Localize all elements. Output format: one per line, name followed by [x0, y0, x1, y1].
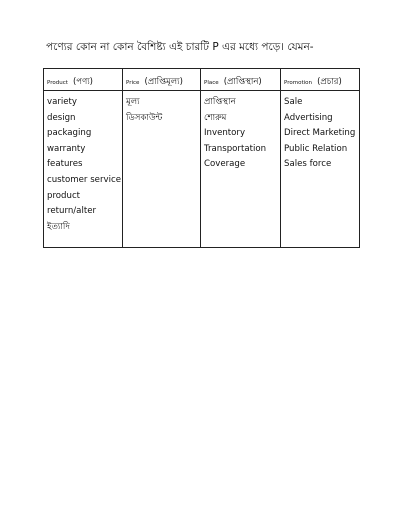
list-item: return/alter [47, 206, 97, 217]
promotion-cell [281, 91, 360, 248]
list-item: প্রাপ্তিস্থান [204, 97, 236, 107]
list-item: ইত্যাদি [47, 221, 70, 232]
list-item: warranty [47, 143, 86, 154]
marketing-mix-table [43, 68, 360, 248]
list-item: packaging [47, 128, 92, 139]
header-price: Price (প্রাপ্তিমূল্য) [123, 69, 201, 91]
list-item: Advertising [284, 112, 333, 123]
list-item: Public Relation [284, 143, 348, 154]
list-item: মূল্য [126, 97, 140, 107]
header-product: Product (পণ্য) [44, 69, 123, 91]
list-item: Inventory [204, 128, 246, 139]
list-item: Sale [284, 97, 303, 107]
list-item: Sales force [284, 159, 332, 170]
list-item: শোরুম [204, 112, 227, 123]
list-item: customer service [47, 174, 121, 185]
header-place: Place (প্রাপ্তিস্থান) [201, 69, 281, 91]
list-item: design [47, 112, 76, 123]
product-cell [44, 91, 123, 248]
intro-heading: পণ্যের কোন না কোন বৈশিষ্ট্য এই চারটি P এর মধ্যে পড়ে। যেমন- [46, 41, 314, 53]
price-cell [123, 91, 201, 248]
list-item: features [47, 159, 83, 170]
list-item: product [47, 190, 81, 201]
table-row [44, 91, 360, 248]
list-item: Direct Marketing [284, 128, 356, 139]
list-item: Coverage [204, 159, 246, 170]
list-item: variety [47, 97, 78, 107]
place-cell [201, 91, 281, 248]
table-header-row [44, 69, 360, 91]
list-item: ডিসকাউন্ট [126, 112, 163, 123]
header-promotion: Promotion (প্রচার) [281, 69, 360, 91]
list-item: Transportation [204, 143, 267, 154]
